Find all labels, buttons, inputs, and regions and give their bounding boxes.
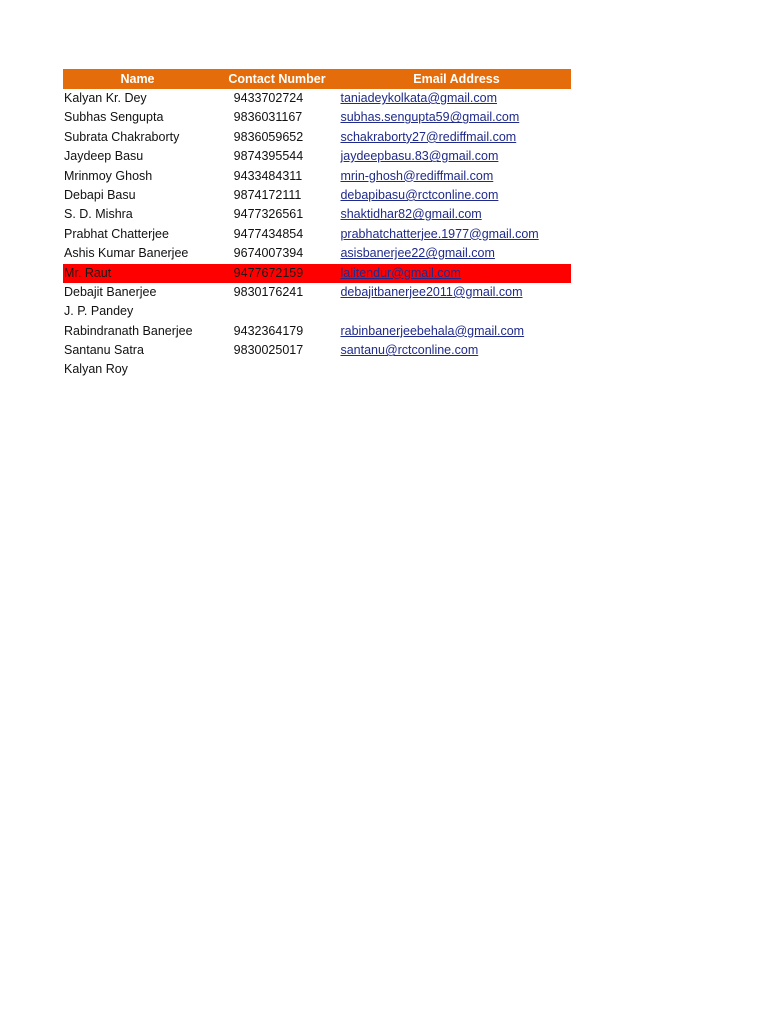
table-row <box>63 283 571 302</box>
table-row <box>63 341 571 360</box>
email-link[interactable]: santanu@rctconline.com <box>340 343 479 358</box>
contact-number: 9674007394 <box>233 246 304 261</box>
email-cell <box>340 244 571 263</box>
contact-name: Ashis Kumar Banerjee <box>64 246 189 261</box>
contact-name: Mrinmoy Ghosh <box>64 168 153 183</box>
contact-name: Mr. Raut <box>64 265 112 280</box>
contact-number: 9830176241 <box>233 284 304 299</box>
contact-name: Debajit Banerjee <box>64 284 157 299</box>
header-email-address: Email Address <box>413 72 500 86</box>
table-row <box>63 186 571 205</box>
table-row <box>63 225 571 244</box>
header-contact-number: Contact Number <box>228 72 326 86</box>
table-body <box>63 89 571 380</box>
table-row <box>63 89 571 108</box>
email-cell <box>340 167 571 186</box>
email-link[interactable]: lalitendur@gmail.com <box>340 265 461 280</box>
contact-number: 9874395544 <box>233 149 304 164</box>
contact-number: 9836059652 <box>233 129 304 144</box>
table-row <box>63 322 571 341</box>
contact-number: 9830025017 <box>233 343 304 358</box>
contact-number <box>234 360 341 379</box>
email-link[interactable]: asisbanerjee22@gmail.com <box>340 246 495 261</box>
email-cell <box>340 360 571 379</box>
contact-number: 9874172111 <box>233 187 302 202</box>
table-row <box>63 128 571 147</box>
contact-name: S. D. Mishra <box>64 207 133 222</box>
email-link[interactable]: prabhatchatterjee.1977@gmail.com <box>340 226 539 241</box>
contact-number: 9432364179 <box>233 323 304 338</box>
email-link[interactable]: rabinbanerjeebehala@gmail.com <box>340 323 525 338</box>
header-name: Name <box>120 72 155 86</box>
contact-name: Santanu Satra <box>64 343 144 358</box>
email-cell <box>340 322 571 341</box>
contact-number: 9477434854 <box>233 226 304 241</box>
table-row <box>63 244 571 263</box>
table-row <box>63 302 571 321</box>
table-header <box>63 69 571 89</box>
table-row-highlighted <box>63 264 571 283</box>
email-cell <box>340 225 571 244</box>
email-link[interactable]: schakraborty27@rediffmail.com <box>340 129 517 144</box>
email-cell <box>340 341 571 360</box>
email-cell <box>340 128 571 147</box>
email-cell <box>340 89 571 108</box>
table-row <box>63 147 571 166</box>
contact-name: Kalyan Roy <box>64 362 128 377</box>
table-row <box>63 205 571 224</box>
email-cell <box>340 186 571 205</box>
contact-number <box>234 302 341 321</box>
contact-name: Subhas Sengupta <box>64 110 164 125</box>
contact-name: Jaydeep Basu <box>64 149 144 164</box>
contact-name: Subrata Chakraborty <box>64 129 180 144</box>
table-row <box>63 108 571 127</box>
email-link[interactable]: shaktidhar82@gmail.com <box>340 207 482 222</box>
table-row <box>63 360 571 379</box>
contact-name: Debapi Basu <box>64 187 136 202</box>
contact-name: J. P. Pandey <box>64 304 134 319</box>
contact-name: Prabhat Chatterjee <box>64 226 169 241</box>
contact-number: 9433702724 <box>233 91 304 105</box>
email-cell <box>340 108 571 127</box>
contact-number: 9836031167 <box>233 110 303 125</box>
email-cell <box>340 147 571 166</box>
contact-number: 9433484311 <box>233 168 303 183</box>
email-link[interactable]: jaydeepbasu.83@gmail.com <box>340 149 499 164</box>
email-cell <box>340 283 571 302</box>
email-link[interactable]: subhas.sengupta59@gmail.com <box>340 110 520 125</box>
email-cell <box>340 205 571 224</box>
table-row <box>63 167 571 186</box>
contact-name: Rabindranath Banerjee <box>64 323 193 338</box>
contact-name: Kalyan Kr. Dey <box>64 91 147 105</box>
contact-number: 9477672159 <box>233 265 304 280</box>
email-cell <box>340 264 571 283</box>
contact-table <box>63 69 571 380</box>
email-cell <box>340 302 571 321</box>
email-link[interactable]: debapibasu@rctconline.com <box>340 187 499 202</box>
contact-number: 9477326561 <box>233 207 304 222</box>
email-link[interactable]: debajitbanerjee2011@gmail.com <box>340 284 523 299</box>
email-link[interactable]: taniadeykolkata@gmail.com <box>340 91 497 105</box>
email-link[interactable]: mrin-ghosh@rediffmail.com <box>340 168 494 183</box>
